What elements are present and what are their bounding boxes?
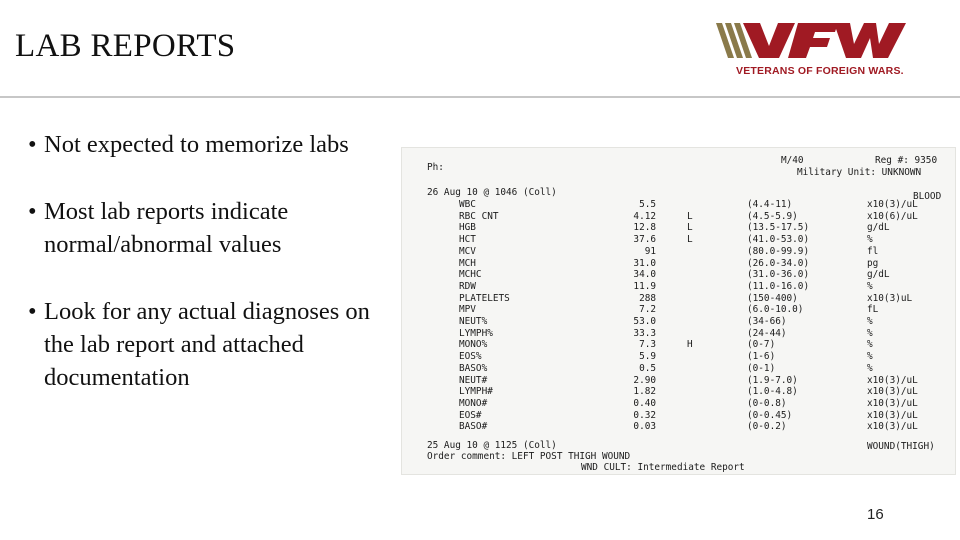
lab-test-unit: g/dL [867, 269, 890, 281]
lab-test-range: (13.5-17.5) [747, 222, 810, 234]
lab-test-name: HCT [459, 234, 476, 246]
lab-test-value: 5.9 [639, 351, 656, 363]
lab-test-name: MONO# [459, 397, 488, 409]
lab-result-row [401, 222, 956, 234]
lab-test-range: (11.0-16.0) [747, 280, 810, 292]
lab-test-range: (6.0-10.0) [747, 304, 804, 316]
lab-test-range: (41.0-53.0) [747, 234, 810, 246]
vfw-tagline: VETERANS OF FOREIGN WARS. [736, 65, 904, 77]
lab-test-name: MPV [459, 304, 476, 316]
lab-test-range: (26.0-34.0) [747, 257, 810, 269]
lab-test-range: (24-44) [747, 327, 787, 339]
bullet-text: Not expected to memorize labs [44, 131, 349, 158]
lab-result-row [401, 234, 956, 246]
lab-result-row [401, 293, 956, 305]
lab-test-unit: x10(3)/uL [867, 199, 918, 210]
lab-test-range: (1-6) [747, 351, 776, 363]
lab-test-unit: x10(3)/uL [867, 386, 918, 398]
lab-test-range: (4.5-5.9) [747, 210, 798, 222]
lab-test-value: 31.0 [633, 257, 656, 269]
lab-test-unit: x10(3)/uL [867, 397, 918, 409]
lab-test-value: 0.03 [633, 421, 656, 433]
lab-test-unit: % [867, 351, 873, 363]
lab-test-flag: L [687, 234, 693, 246]
lab-test-name: EOS# [459, 409, 482, 421]
lab-result-row [401, 269, 956, 281]
lab-test-name: RDW [459, 280, 476, 292]
page-number: 16 [867, 506, 884, 523]
lab-test-range: (1.0-4.8) [747, 386, 798, 398]
title-divider [0, 96, 960, 98]
lab-test-value: 0.32 [633, 409, 656, 421]
lab-test-name: WBC [459, 199, 476, 210]
lab-test-unit: x10(3)/uL [867, 374, 918, 386]
lab-test-range: (0-7) [747, 339, 776, 351]
lab-test-unit: x10(3)/uL [867, 421, 918, 433]
lab-result-row [401, 304, 956, 316]
lab-test-value: 0.5 [639, 362, 656, 374]
lab-result-row [401, 363, 956, 375]
lab-test-name: NEUT% [459, 316, 488, 327]
bullet-dot: • [28, 298, 37, 325]
lab-test-range: (31.0-36.0) [747, 269, 810, 281]
bullet-text: Most lab reports indicate normal/abnormal values [44, 198, 289, 258]
lab-test-unit: x10(3)uL [867, 292, 913, 304]
lab-test-range: (0-0.8) [747, 397, 787, 409]
lab-test-flag: L [687, 222, 693, 234]
lab-test-value: 7.3 [639, 339, 656, 351]
lab-test-value: 12.8 [633, 222, 656, 234]
lab-test-range: (0-1) [747, 362, 776, 374]
specimen-type: BLOOD [913, 191, 942, 202]
bullet-item [28, 195, 398, 261]
lab-test-flag: L [687, 210, 693, 222]
lab-result-row [401, 246, 956, 258]
lab-test-unit: fl [867, 245, 879, 257]
vfw-logo [716, 20, 922, 80]
collection-datetime: 26 Aug 10 @ 1046 (Coll) [427, 187, 557, 198]
lab-test-value: 11.9 [633, 280, 656, 292]
lab-test-unit: pg [867, 257, 879, 269]
lab-test-name: NEUT# [459, 374, 488, 386]
lab-test-name: MCHC [459, 269, 482, 281]
lab-test-name: BASO% [459, 362, 488, 374]
lab-test-unit: % [867, 280, 873, 292]
lab-test-unit: x10(3)/uL [867, 409, 918, 421]
lab-result-row [401, 410, 956, 422]
lab-result-row [401, 386, 956, 398]
lab-test-unit: % [867, 234, 873, 246]
ph-label: Ph: [427, 162, 444, 173]
lab-test-value: 7.2 [639, 304, 656, 316]
lab-test-range: (1.9-7.0) [747, 374, 798, 386]
lab-test-value: 1.82 [633, 386, 656, 398]
lab-result-row [401, 316, 956, 328]
lab-test-value: 33.3 [633, 327, 656, 339]
lab-test-name: LYMPH# [459, 386, 493, 398]
lab-test-range: (34-66) [747, 316, 787, 327]
lab-test-value: 37.6 [633, 234, 656, 246]
lab-test-value: 5.5 [639, 199, 656, 210]
lab-test-unit: x10(6)/uL [867, 210, 918, 222]
lab-test-range: (150-400) [747, 292, 798, 304]
order-comment: Order comment: LEFT POST THIGH WOUND [427, 451, 631, 462]
lab-test-name: EOS% [459, 351, 482, 363]
bullet-list [28, 128, 398, 428]
lab-test-flag: H [687, 339, 693, 351]
lab-test-value: 288 [639, 292, 656, 304]
bullet-item [28, 128, 398, 161]
lab-test-unit: % [867, 362, 873, 374]
military-unit: Military Unit: UNKNOWN [797, 167, 922, 178]
lab-test-range: (0-0.45) [747, 409, 793, 421]
lab-test-unit: fL [867, 304, 879, 316]
lab-result-row [401, 421, 956, 433]
lab-test-name: BASO# [459, 421, 488, 433]
bullet-dot: • [28, 131, 37, 158]
lab-test-range: (0-0.2) [747, 421, 787, 433]
lab-test-unit: g/dL [867, 222, 890, 234]
lab-result-row [401, 211, 956, 223]
lab-result-row [401, 375, 956, 387]
slide-title: LAB REPORTS [15, 28, 236, 64]
lab-test-name: RBC CNT [459, 210, 499, 222]
patient-age-sex: M/40 [781, 155, 804, 166]
lab-result-row [401, 398, 956, 410]
lab-test-unit: % [867, 327, 873, 339]
lab-test-range: (4.4-11) [747, 199, 793, 210]
wound-culture: WND CULT: Intermediate Report [581, 462, 745, 473]
lab-report-image [401, 147, 956, 475]
lab-result-row [401, 351, 956, 363]
lab-test-value: 0.40 [633, 397, 656, 409]
lab-test-name: MCV [459, 245, 476, 257]
lab-test-name: MCH [459, 257, 476, 269]
lab-test-unit: % [867, 339, 873, 351]
lab-result-row [401, 281, 956, 293]
collection-datetime-2: 25 Aug 10 @ 1125 (Coll) [427, 440, 557, 451]
lab-test-value: 91 [644, 245, 656, 257]
bullet-item [28, 295, 398, 394]
lab-test-unit: % [867, 316, 873, 327]
lab-test-name: PLATELETS [459, 292, 510, 304]
lab-result-row [401, 328, 956, 340]
lab-test-value: 2.90 [633, 374, 656, 386]
lab-result-row [401, 258, 956, 270]
lab-test-value: 53.0 [633, 316, 656, 327]
specimen-type-2: WOUND(THIGH) [867, 441, 935, 452]
lab-result-row [401, 339, 956, 351]
lab-test-name: LYMPH% [459, 327, 493, 339]
lab-test-value: 34.0 [633, 269, 656, 281]
lab-test-name: MONO% [459, 339, 488, 351]
lab-test-range: (80.0-99.9) [747, 245, 810, 257]
bullet-dot: • [28, 198, 37, 225]
bullet-text: Look for any actual diagnoses on the lab report and attached documentation [44, 298, 370, 391]
lab-test-value: 4.12 [633, 210, 656, 222]
lab-test-name: HGB [459, 222, 476, 234]
lab-result-row [401, 199, 956, 211]
registration-number: Reg #: 9350 [875, 155, 938, 166]
